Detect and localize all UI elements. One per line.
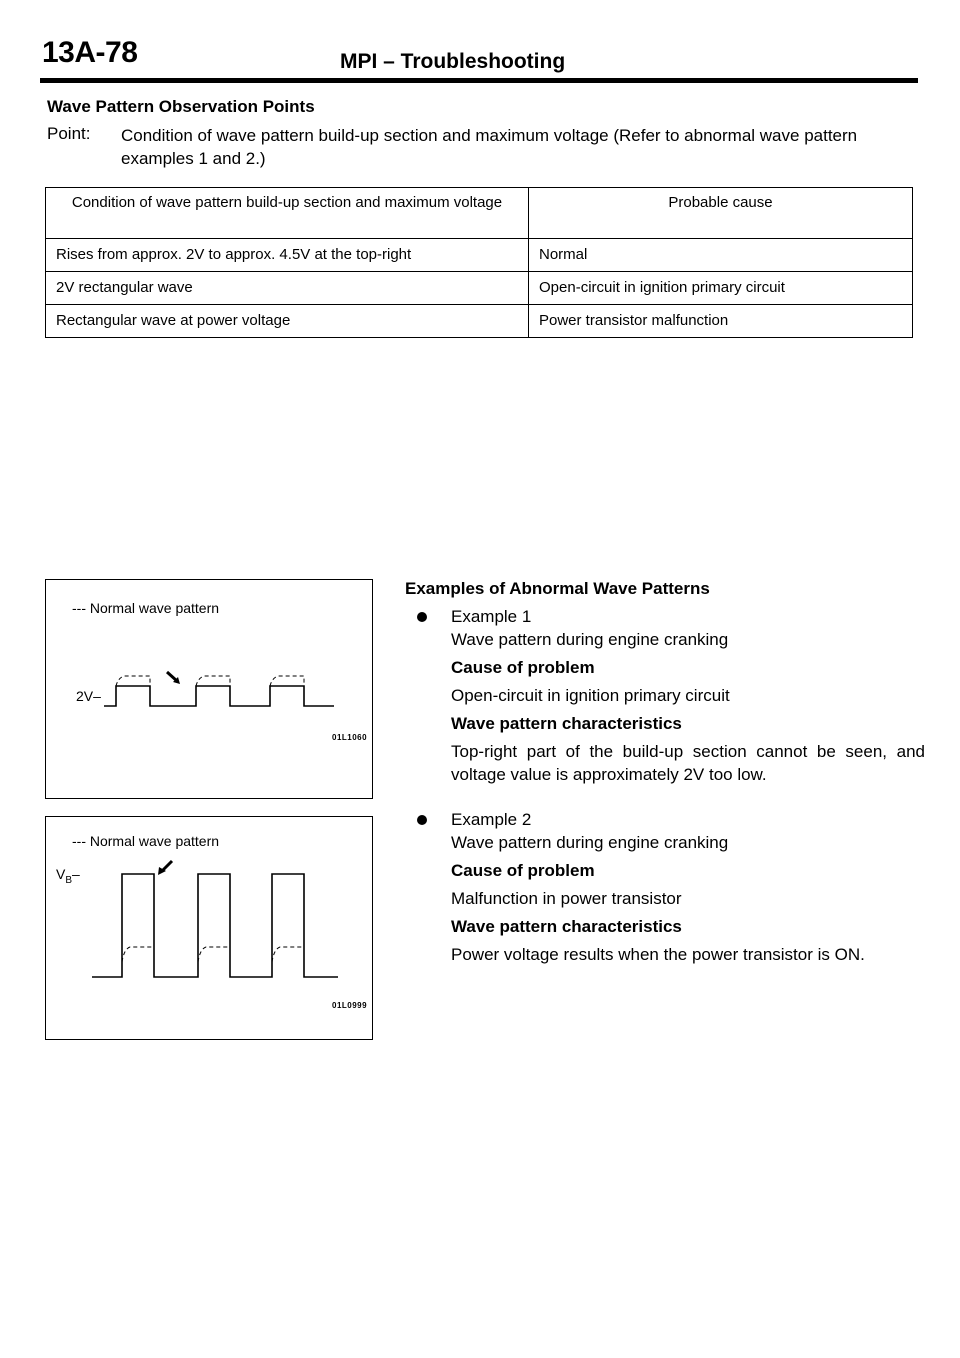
page-number: 13A-78 bbox=[42, 36, 138, 69]
figure-code: 01L0999 bbox=[332, 1001, 368, 1010]
header-divider bbox=[40, 78, 918, 83]
cause-heading: Cause of problem bbox=[451, 658, 595, 677]
characteristics-heading: Wave pattern characteristics bbox=[451, 917, 682, 936]
wave-diagram-2 bbox=[46, 817, 372, 1039]
point-label: Point: bbox=[47, 124, 91, 143]
axis-label-vb: $V_B-$ bbox=[56, 866, 80, 886]
table-row bbox=[46, 305, 913, 338]
abnormal-wave-solid bbox=[104, 686, 334, 706]
table-cell-condition: Rises from approx. 2V to approx. 4.5V at the top-right bbox=[46, 239, 529, 272]
arrow-icon bbox=[167, 672, 180, 684]
table-header-cause: Probable cause bbox=[529, 188, 913, 239]
example-context: Wave pattern during engine cranking bbox=[451, 833, 729, 852]
abnormal-wave-solid bbox=[92, 874, 338, 977]
example-title: Example 1 bbox=[451, 607, 532, 626]
table-cell-cause: Normal bbox=[529, 239, 913, 272]
characteristics-text: Power voltage results when the power transistor is ON. bbox=[451, 945, 865, 964]
section-title: Wave Pattern Observation Points bbox=[47, 97, 315, 116]
examples-section bbox=[405, 577, 925, 966]
bullet-icon bbox=[417, 815, 427, 825]
bullet-icon bbox=[417, 612, 427, 622]
example-context: Wave pattern during engine cranking bbox=[451, 630, 729, 649]
point-text: Condition of wave pattern build-up section and maximum voltage (Refer to abnormal wave pattern examples 1 and 2.) bbox=[121, 126, 858, 168]
normal-wave-dashed bbox=[122, 947, 304, 962]
cause-heading: Cause of problem bbox=[451, 861, 595, 880]
example-title: Example 2 bbox=[451, 810, 532, 829]
table-header-row bbox=[46, 188, 913, 239]
figure-code: 01L1060 bbox=[332, 733, 368, 742]
table-row bbox=[46, 272, 913, 305]
characteristics-text: Top-right part of the build-up section cannot be seen, and voltage value is approximately 2V too low. bbox=[451, 742, 925, 784]
table-cell-cause: Power transistor malfunction bbox=[529, 305, 913, 338]
table-header-condition: Condition of wave pattern build-up section and maximum voltage bbox=[46, 188, 529, 239]
table-cell-cause: Open-circuit in ignition primary circuit bbox=[529, 272, 913, 305]
table-cell-condition: 2V rectangular wave bbox=[46, 272, 529, 305]
table-row bbox=[46, 239, 913, 272]
probable-cause-table bbox=[45, 187, 913, 338]
page-title: MPI – Troubleshooting bbox=[340, 50, 566, 73]
legend-normal-wave: --- Normal wave pattern bbox=[72, 833, 220, 849]
table-cell-condition: Rectangular wave at power voltage bbox=[46, 305, 529, 338]
normal-wave-dashed bbox=[116, 676, 304, 686]
wave-figure-example-1 bbox=[45, 579, 373, 799]
example-2 bbox=[405, 808, 925, 966]
example-1 bbox=[405, 605, 925, 786]
wave-diagram-1 bbox=[46, 580, 372, 798]
cause-text: Open-circuit in ignition primary circuit bbox=[451, 686, 730, 705]
axis-label-2v: 2V– bbox=[76, 688, 101, 704]
cause-text: Malfunction in power transistor bbox=[451, 889, 682, 908]
legend-normal-wave: --- Normal wave pattern bbox=[72, 600, 220, 616]
examples-heading: Examples of Abnormal Wave Patterns bbox=[405, 579, 710, 598]
wave-figure-example-2 bbox=[45, 816, 373, 1040]
arrow-icon bbox=[158, 861, 172, 875]
characteristics-heading: Wave pattern characteristics bbox=[451, 714, 682, 733]
